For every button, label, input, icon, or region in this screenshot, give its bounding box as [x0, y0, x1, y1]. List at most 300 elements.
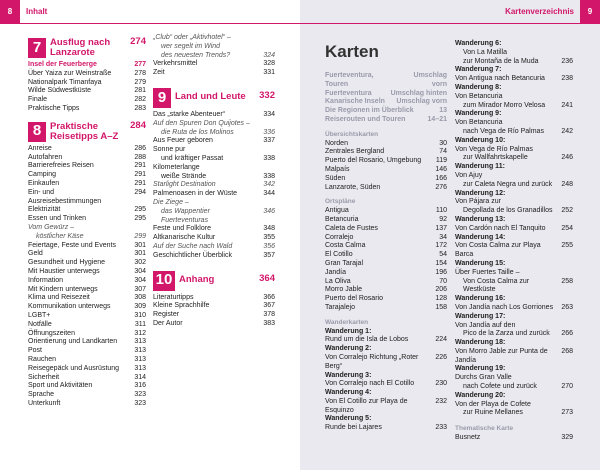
- wanderkarten-list: [325, 328, 447, 434]
- entry-label: Fuerteventura, Touren: [325, 72, 374, 88]
- toc-entry[interactable]: [325, 354, 447, 372]
- toc-entry[interactable]: [325, 166, 447, 175]
- toc-entry[interactable]: [455, 75, 573, 84]
- entry-page: 295: [134, 206, 146, 214]
- entry-page: 236: [561, 57, 573, 65]
- toc-entry[interactable]: [153, 311, 275, 320]
- toc-entry[interactable]: [455, 66, 573, 75]
- entry-label: Das „starke Abenteuer“: [153, 110, 225, 118]
- toc-entry[interactable]: [28, 259, 146, 268]
- entry-label: Aus Feuer geboren: [153, 137, 213, 145]
- maps-column-1: [325, 72, 447, 433]
- entry-label: Kanarische Inseln: [325, 98, 385, 106]
- toc-entry[interactable]: [28, 250, 146, 259]
- toc-entry[interactable]: [455, 330, 573, 339]
- entry-page: 313: [134, 355, 146, 363]
- toc-entry[interactable]: [153, 43, 275, 52]
- entry-label: Von Costa Calma zur Westküste: [463, 277, 530, 294]
- toc-entry[interactable]: [325, 107, 447, 116]
- toc-entry[interactable]: [325, 72, 447, 90]
- toc-entry[interactable]: [325, 140, 447, 149]
- toc-entry[interactable]: [325, 116, 447, 125]
- entry-label: Malpaís: [325, 165, 350, 173]
- entry-label: Wanderung 20:: [455, 391, 506, 399]
- entry-label: Geschichtlicher Überblick: [153, 251, 232, 259]
- toc-entry[interactable]: [325, 184, 447, 193]
- chapter-title: Land und Leute: [175, 90, 246, 102]
- toc-entry[interactable]: [153, 181, 275, 190]
- entry-label: Von Ajuy: [455, 171, 483, 179]
- entry-page: 278: [134, 69, 146, 77]
- page-title-left: Inhalt: [26, 7, 48, 16]
- entry-page: 54: [439, 251, 447, 259]
- toc-entry[interactable]: [455, 365, 573, 374]
- karten-title: Karten: [325, 42, 379, 61]
- entry-page: 242: [561, 127, 573, 135]
- entry-page: 291: [134, 171, 146, 179]
- entry-page: 158: [435, 303, 447, 311]
- toc-entry[interactable]: [325, 207, 447, 216]
- entry-label: Von Betancuria: [455, 92, 503, 100]
- entry-page: 252: [561, 207, 573, 215]
- entry-page: [555, 137, 573, 146]
- entry-page: 346: [263, 207, 275, 215]
- toc-entry[interactable]: [325, 415, 447, 424]
- chapter-page: 364: [259, 272, 275, 284]
- entry-label: Autofahren: [28, 153, 63, 161]
- toc-entry[interactable]: [455, 434, 573, 443]
- toc-entry[interactable]: [28, 365, 146, 374]
- toc-entry[interactable]: [455, 146, 573, 155]
- toc-entry[interactable]: [325, 157, 447, 166]
- entry-label: Fuerteventura: [325, 89, 372, 97]
- toc-entry[interactable]: [455, 260, 573, 269]
- entry-label: Wanderung 8:: [455, 83, 502, 91]
- toc-entry[interactable]: [153, 52, 275, 61]
- entry-label: die Ruta de los Molinos: [161, 128, 234, 136]
- entry-label: Von Jandía auf den: [455, 321, 516, 329]
- toc-entry[interactable]: [455, 392, 573, 401]
- entry-page: 255: [561, 242, 573, 250]
- entry-label: Gran Tarajal: [325, 259, 364, 267]
- chapter-number: 10: [153, 271, 175, 291]
- toc-entry[interactable]: [325, 345, 447, 354]
- entry-page: [257, 34, 275, 43]
- toc-entry[interactable]: [455, 322, 573, 331]
- entry-page: [128, 224, 146, 233]
- toc-entry[interactable]: [455, 154, 573, 163]
- toc-entry[interactable]: [455, 383, 573, 392]
- toc-entry[interactable]: [455, 295, 573, 304]
- toc-entry[interactable]: [28, 145, 146, 154]
- toc-entry[interactable]: [325, 328, 447, 337]
- chapter-10-heading[interactable]: [153, 271, 275, 291]
- toc-entry[interactable]: [455, 58, 573, 67]
- entry-page: 224: [435, 336, 447, 344]
- chapter-8-continued-list: [153, 34, 275, 78]
- toc-entry[interactable]: [28, 233, 146, 242]
- toc-entry[interactable]: [325, 336, 447, 345]
- entry-page: 13: [439, 107, 447, 115]
- toc-entry[interactable]: [28, 206, 146, 215]
- entry-label: Lanzarote, Süden: [325, 183, 381, 191]
- entry-page: [555, 198, 573, 207]
- toc-entry[interactable]: [455, 128, 573, 137]
- toc-entry[interactable]: [28, 162, 146, 171]
- toc-entry[interactable]: [455, 207, 573, 216]
- entry-label: Wanderung 17:: [455, 312, 506, 320]
- entry-label: Wanderung 10:: [455, 136, 506, 144]
- toc-entry[interactable]: [153, 225, 275, 234]
- toc-entry[interactable]: [153, 199, 275, 208]
- entry-page: 206: [435, 286, 447, 294]
- toc-entry[interactable]: [28, 105, 146, 114]
- entry-label: Feiertage, Feste und Events: [28, 241, 116, 249]
- chapter-title: Ausflug nach Lanzarote: [50, 37, 111, 58]
- entry-page: 291: [134, 179, 146, 187]
- toc-entry[interactable]: [153, 252, 275, 261]
- entry-page: 110: [435, 207, 447, 215]
- entry-page: [257, 164, 275, 173]
- entry-page: [555, 392, 573, 401]
- toc-entry[interactable]: [455, 163, 573, 172]
- toc-entry[interactable]: [325, 389, 447, 398]
- toc-entry[interactable]: [153, 34, 275, 43]
- toc-entry[interactable]: [28, 321, 146, 330]
- entry-label: Post: [28, 347, 43, 355]
- entry-page: [555, 365, 573, 374]
- toc-entry[interactable]: [455, 348, 573, 366]
- toc-entry[interactable]: [455, 409, 573, 418]
- entry-page: 137: [435, 224, 447, 232]
- toc-entry[interactable]: [28, 224, 146, 233]
- toc-entry[interactable]: [28, 180, 146, 189]
- toc-entry[interactable]: [153, 155, 275, 164]
- entry-page: 329: [561, 434, 573, 442]
- toc-entry[interactable]: [325, 234, 447, 243]
- toc-entry[interactable]: [153, 173, 275, 182]
- toc-entry[interactable]: [455, 181, 573, 190]
- entry-page: 30: [439, 139, 447, 147]
- entry-page: 338: [263, 154, 275, 162]
- entry-page: 258: [561, 277, 573, 285]
- entry-page: Umschlag hinten: [390, 89, 447, 97]
- chapter-9-list: [153, 111, 275, 261]
- toc-entry[interactable]: [28, 154, 146, 163]
- toc-entry[interactable]: [455, 102, 573, 111]
- toc-entry[interactable]: [455, 40, 573, 49]
- right-page-header: [300, 0, 600, 24]
- toc-entry[interactable]: [28, 96, 146, 105]
- entry-page: 312: [134, 329, 146, 337]
- toc-entry[interactable]: [325, 380, 447, 389]
- entry-label: Die Regionen im Überblick: [325, 107, 414, 115]
- toc-entry[interactable]: [28, 268, 146, 277]
- toc-entry[interactable]: [455, 198, 573, 207]
- toc-entry[interactable]: [325, 225, 447, 234]
- entry-label: Tarajalejo: [325, 303, 355, 311]
- entry-label: Literaturtipps: [153, 293, 194, 301]
- chapter-7-heading[interactable]: [28, 38, 146, 58]
- overview-maps-list: [325, 72, 447, 125]
- entry-label: Wanderung 2:: [325, 345, 372, 353]
- entry-label: Klima und Reisezeit: [28, 294, 90, 302]
- entry-label: Rauchen: [28, 355, 57, 363]
- toc-entry[interactable]: [455, 225, 573, 234]
- toc-entry[interactable]: [153, 120, 275, 129]
- toc-entry[interactable]: [153, 243, 275, 252]
- toc-entry[interactable]: [325, 148, 447, 157]
- entry-page: 356: [263, 242, 275, 250]
- toc-entry[interactable]: [455, 93, 573, 102]
- toc-entry[interactable]: [28, 330, 146, 339]
- toc-entry[interactable]: [28, 312, 146, 321]
- entry-page: 337: [263, 137, 275, 145]
- entry-page: 270: [561, 383, 573, 391]
- entry-page: 367: [263, 302, 275, 310]
- entry-page: [555, 260, 573, 269]
- toc-entry[interactable]: [28, 87, 146, 96]
- entry-page: [555, 339, 573, 348]
- entry-page: 282: [134, 96, 146, 104]
- toc-entry[interactable]: [455, 242, 573, 260]
- toc-entry[interactable]: [325, 286, 447, 295]
- entry-page: [257, 146, 275, 155]
- toc-entry[interactable]: [455, 401, 573, 410]
- entry-page: 366: [263, 293, 275, 301]
- toc-entry[interactable]: [325, 295, 447, 304]
- toc-entry[interactable]: [455, 137, 573, 146]
- toc-entry[interactable]: [28, 277, 146, 286]
- toc-entry[interactable]: [455, 110, 573, 119]
- entry-page: 294: [134, 188, 146, 196]
- toc-entry[interactable]: [28, 171, 146, 180]
- toc-entry[interactable]: [325, 242, 447, 251]
- entry-page: [555, 110, 573, 119]
- page-number-right: 9: [580, 0, 600, 23]
- toc-entry[interactable]: [455, 119, 573, 128]
- entry-page: 277: [134, 61, 146, 68]
- chapter-8-heading[interactable]: [28, 119, 146, 142]
- entry-label: und kräftiger Passat: [161, 154, 224, 162]
- entry-page: 226: [435, 353, 447, 361]
- entry-label: Auf den Spuren Don Quijotes –: [153, 119, 250, 127]
- toc-entry[interactable]: [455, 216, 573, 225]
- entry-page: [555, 269, 573, 278]
- entry-page: 313: [134, 364, 146, 372]
- toc-entry[interactable]: [153, 111, 275, 120]
- toc-entry[interactable]: [455, 374, 573, 383]
- section-heading-thematische: Thematische Karte: [455, 425, 514, 433]
- toc-entry[interactable]: [325, 260, 447, 269]
- entry-page: [555, 374, 573, 383]
- toc-entry[interactable]: [28, 356, 146, 365]
- toc-entry[interactable]: [455, 269, 573, 278]
- toc-entry[interactable]: [455, 172, 573, 181]
- toc-entry[interactable]: [28, 286, 146, 295]
- toc-entry[interactable]: [28, 242, 146, 251]
- entry-page: 291: [134, 162, 146, 170]
- entry-label: Reiserouten und Touren: [325, 115, 406, 123]
- toc-entry[interactable]: [153, 164, 275, 173]
- entry-label: Runde bei Lajares: [325, 424, 382, 432]
- toc-entry[interactable]: [455, 278, 573, 296]
- toc-entry[interactable]: [455, 84, 573, 93]
- entry-label: Von La Matilla: [463, 48, 507, 56]
- page-number-left: 8: [0, 0, 20, 23]
- entry-page: [429, 372, 447, 381]
- toc-entry[interactable]: [28, 303, 146, 312]
- toc-entry[interactable]: [28, 61, 146, 70]
- chapter-8-list: [28, 145, 146, 409]
- entry-label: Von Pájara zur: [455, 198, 501, 206]
- entry-label: Einkaufen: [28, 179, 60, 187]
- section-heading-ortsplaene: Ortspläne: [325, 198, 356, 206]
- toc-entry[interactable]: [153, 302, 275, 311]
- chapter-9-heading[interactable]: [153, 88, 275, 108]
- toc-entry[interactable]: [28, 347, 146, 356]
- toc-entry[interactable]: [455, 234, 573, 243]
- toc-entry[interactable]: [153, 60, 275, 69]
- chapter-number: 8: [28, 122, 46, 142]
- toc-entry[interactable]: [455, 304, 573, 313]
- entry-label: Morro Jable: [325, 286, 362, 294]
- entry-page: 338: [263, 172, 275, 180]
- entry-page: 316: [134, 382, 146, 390]
- toc-entry[interactable]: [325, 424, 447, 433]
- entry-label: zur Montaña de la Muda: [463, 57, 539, 65]
- toc-entry[interactable]: [325, 98, 447, 107]
- entry-page: 246: [561, 154, 573, 162]
- entry-label: zur Caleta Negra und zurück: [463, 180, 553, 188]
- entry-label: Wanderung 14:: [455, 233, 506, 241]
- entry-page: 286: [134, 144, 146, 152]
- entry-label: Von Jandía nach Los Gorriones: [455, 303, 554, 311]
- toc-entry[interactable]: [28, 374, 146, 383]
- toc-entry[interactable]: [455, 190, 573, 199]
- entry-page: 230: [435, 380, 447, 388]
- entry-page: 348: [263, 225, 275, 233]
- entry-label: Essen und Trinken: [28, 215, 86, 223]
- entry-page: 301: [134, 250, 146, 258]
- toc-entry[interactable]: [28, 189, 146, 207]
- entry-label: Elektrizität: [28, 206, 61, 214]
- toc-entry[interactable]: [28, 338, 146, 347]
- entry-page: [555, 84, 573, 93]
- entry-page: 74: [439, 148, 447, 156]
- toc-entry[interactable]: [325, 372, 447, 381]
- toc-entry[interactable]: [455, 49, 573, 58]
- section-heading-wanderkarten: Wanderkarten: [325, 318, 369, 326]
- entry-label: Vom Gewürz –: [28, 223, 75, 231]
- toc-entry[interactable]: [153, 208, 275, 226]
- entry-label: Wanderung 9:: [455, 110, 502, 118]
- toc-entry[interactable]: [28, 215, 146, 224]
- entry-label: Jandía: [325, 268, 347, 276]
- entry-label: Wanderung 1:: [325, 327, 372, 335]
- toc-entry[interactable]: [325, 251, 447, 260]
- toc-entry[interactable]: [325, 90, 447, 99]
- toc-entry[interactable]: [455, 339, 573, 348]
- toc-entry[interactable]: [153, 234, 275, 243]
- entry-page: 233: [435, 424, 447, 432]
- entry-label: das Wappentier Fuerteventuras: [161, 207, 210, 224]
- entry-page: 241: [561, 101, 573, 109]
- entry-page: [257, 199, 275, 208]
- entry-label: Sicherheit: [28, 373, 60, 381]
- entry-page: 288: [134, 153, 146, 161]
- toc-entry[interactable]: [153, 137, 275, 146]
- entry-page: 328: [263, 60, 275, 68]
- entry-label: Busnetz: [455, 434, 481, 442]
- chapter-title: Anhang: [179, 273, 215, 285]
- entry-label: Wanderung 12:: [455, 189, 506, 197]
- toc-entry[interactable]: [325, 175, 447, 184]
- entry-label: Wanderung 3:: [325, 371, 372, 379]
- entry-label: Degollada de los Granadillos: [463, 207, 553, 215]
- entry-label: Corralejo: [325, 233, 354, 241]
- toc-entry[interactable]: [325, 304, 447, 313]
- entry-label: Information: [28, 276, 64, 284]
- toc-entry[interactable]: [28, 70, 146, 79]
- toc-column-2: [153, 34, 275, 329]
- entry-page: 309: [134, 303, 146, 311]
- entry-page: Umschlag vorn: [396, 98, 447, 106]
- entry-page: 313: [134, 338, 146, 346]
- toc-entry[interactable]: [28, 400, 146, 409]
- toc-entry[interactable]: [153, 146, 275, 155]
- chapter-page: 274: [130, 36, 146, 47]
- toc-entry[interactable]: [153, 69, 275, 78]
- toc-entry[interactable]: [455, 313, 573, 322]
- entry-label: Wanderung 19:: [455, 365, 506, 373]
- entry-label: Von Corralejo nach El Cotillo: [325, 380, 415, 388]
- entry-page: 331: [263, 69, 275, 77]
- entry-label: Sonne pur: [153, 146, 186, 154]
- entry-page: 314: [134, 373, 146, 381]
- toc-entry[interactable]: [28, 294, 146, 303]
- toc-entry[interactable]: [153, 294, 275, 303]
- toc-entry[interactable]: [28, 79, 146, 88]
- entry-page: 34: [439, 233, 447, 241]
- toc-entry[interactable]: [28, 391, 146, 400]
- toc-entry[interactable]: [325, 278, 447, 287]
- entry-label: Wanderung 7:: [455, 66, 502, 74]
- toc-entry[interactable]: [153, 129, 275, 138]
- chapter-10-list: [153, 294, 275, 329]
- toc-entry[interactable]: [325, 216, 447, 225]
- entry-page: 248: [561, 180, 573, 188]
- toc-entry[interactable]: [325, 398, 447, 416]
- toc-entry[interactable]: [28, 382, 146, 391]
- entry-label: Anreise: [28, 144, 52, 152]
- entry-page: 383: [263, 319, 275, 327]
- entry-page: [257, 120, 275, 129]
- entry-label: Von der Playa de Cofete: [455, 400, 531, 408]
- entry-label: Nationalpark Timanfaya: [28, 78, 102, 86]
- entry-label: Kleine Sprachhilfe: [153, 302, 210, 310]
- entry-label: Von Cardón nach El Tanquito: [455, 224, 546, 232]
- maps-column-2: [455, 40, 573, 443]
- toc-entry[interactable]: [153, 190, 275, 199]
- entry-page: [429, 389, 447, 398]
- entry-label: Pico de la Zarza und zurück: [463, 330, 550, 338]
- entry-label: Wanderung 11:: [455, 163, 505, 171]
- entry-page: 14–21: [427, 115, 447, 123]
- entry-label: Mit Haustier unterwegs: [28, 267, 100, 275]
- toc-entry[interactable]: [153, 320, 275, 329]
- toc-entry[interactable]: [325, 269, 447, 278]
